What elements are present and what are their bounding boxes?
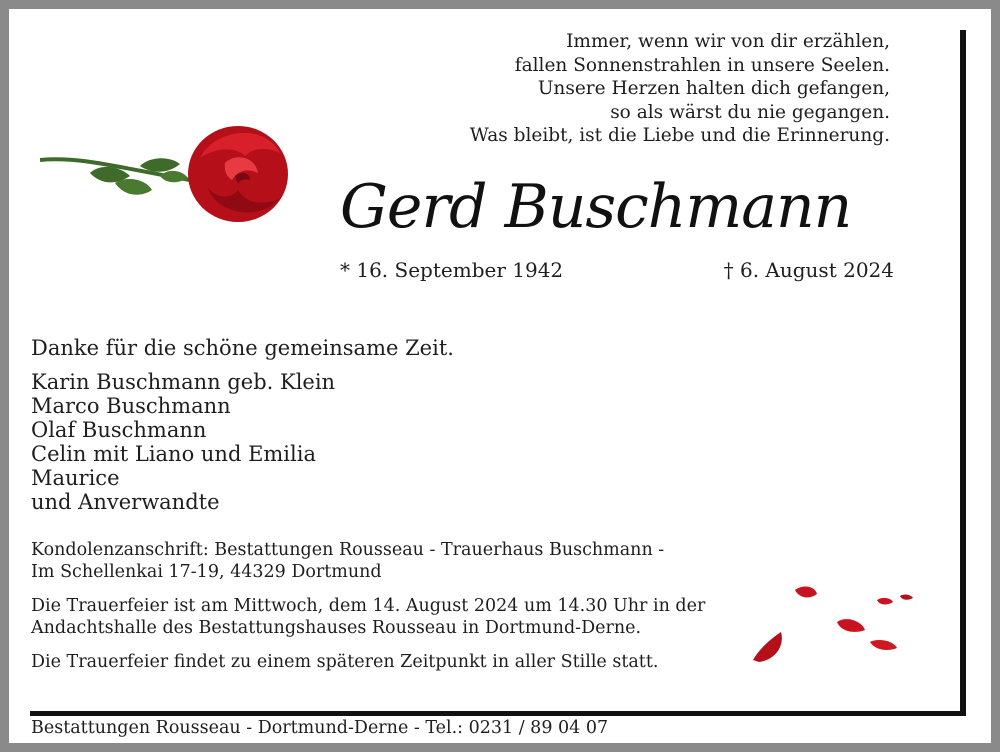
condolence-address — [31, 539, 664, 583]
poem-line: Unsere Herzen halten dich gefangen, — [537, 78, 890, 99]
family-list — [31, 370, 335, 514]
poem — [470, 30, 890, 148]
poem-line: Immer, wenn wir von dir erzählen, — [566, 31, 890, 52]
condolence-line: Im Schellenkai 17-19, 44329 Dortmund — [31, 562, 382, 582]
deceased-name: Gerd Buschmann — [340, 172, 852, 242]
ceremony-info — [31, 595, 705, 639]
family-member: Marco Buschmann — [31, 394, 231, 418]
family-member: und Anverwandte — [31, 490, 220, 514]
death-date: † 6. August 2024 — [723, 258, 894, 282]
family-member: Maurice — [31, 466, 120, 490]
later-ceremony-note: Die Trauerfeier findet zu einem späteren Zeitpunkt in aller Stille statt. — [31, 652, 659, 672]
birth-date: * 16. September 1942 — [340, 258, 564, 282]
poem-line: so als wärst du nie gegangen. — [610, 101, 890, 123]
family-member: Celin mit Liano und Emilia — [31, 442, 316, 466]
rose-icon — [40, 118, 290, 228]
frame-shadow-right — [960, 30, 966, 716]
funeral-home-footer: Bestattungen Rousseau - Dortmund-Derne - Tel.: 0231 / 89 04 07 — [31, 718, 609, 738]
poem-line: fallen Sonnenstrahlen in unsere Seelen. — [514, 54, 890, 76]
thanks-line: Danke für die schöne gemeinsame Zeit. — [31, 336, 454, 360]
poem-line: Was bleibt, ist die Liebe und die Erinnerung. — [469, 125, 890, 146]
ceremony-line: Andachtshalle des Bestattungshauses Rousseau in Dortmund-Derne. — [31, 618, 642, 638]
rose-petals-icon — [745, 580, 925, 680]
condolence-line: Kondolenzanschrift: Bestattungen Rousseau - Trauerhaus Buschmann - — [31, 540, 665, 560]
frame-shadow-bottom — [30, 711, 966, 716]
ceremony-line: Die Trauerfeier ist am Mittwoch, dem 14. August 2024 um 14.30 Uhr in der — [31, 596, 706, 616]
family-member: Olaf Buschmann — [31, 418, 207, 442]
family-member: Karin Buschmann geb. Klein — [31, 370, 336, 394]
